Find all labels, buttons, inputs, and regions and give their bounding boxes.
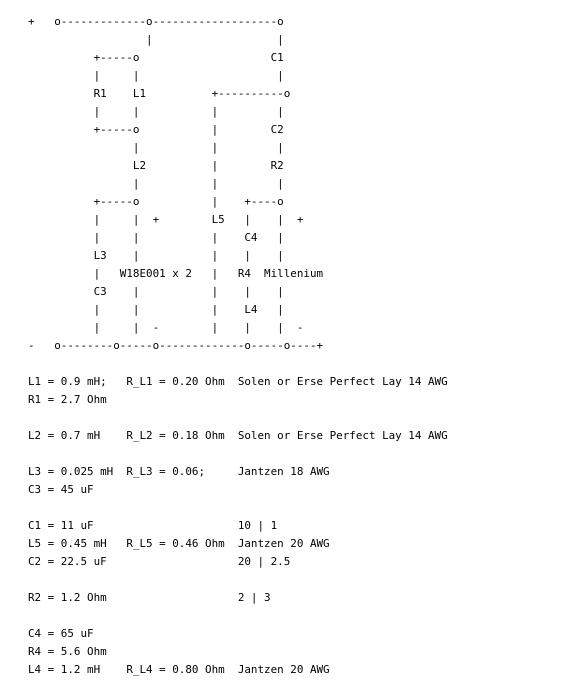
parts-line: R4 = 5.6 Ohm [28, 645, 107, 658]
schematic-line: +-----o C1 [28, 51, 284, 64]
schematic-line: | | [28, 33, 284, 46]
parts-line: C3 = 45 uF [28, 483, 94, 496]
parts-line: C4 = 65 uF [28, 627, 94, 640]
parts-line: R2 = 1.2 Ohm 2 | 3 [28, 591, 271, 604]
schematic-line: | | + L5 | | + [28, 213, 304, 226]
parts-line: L1 = 0.9 mH; R_L1 = 0.20 Ohm Solen or Erse Perfect Lay 14 AWG [28, 375, 448, 388]
schematic-line: +-----o | C2 [28, 123, 284, 136]
parts-line: C1 = 11 uF 10 | 1 [28, 519, 278, 532]
schematic-line: | | | [28, 141, 284, 154]
schematic-line: +-----o | +----o [28, 195, 284, 208]
schematic-line: | | - | | | - [28, 321, 304, 334]
schematic-line: + o-------------o-------------------o [28, 15, 284, 28]
parts-line: C2 = 22.5 uF 20 | 2.5 [28, 555, 291, 568]
schematic-line: | | | L4 | [28, 303, 284, 316]
schematic-line: | | | | [28, 105, 284, 118]
parts-list [28, 373, 448, 679]
schematic-line: L2 | R2 [28, 159, 284, 172]
ascii-schematic [28, 13, 323, 355]
parts-line: R1 = 2.7 Ohm [28, 393, 107, 406]
schematic-line: | | | C4 | [28, 231, 284, 244]
parts-line: L2 = 0.7 mH R_L2 = 0.18 Ohm Solen or Erse Perfect Lay 14 AWG [28, 429, 448, 442]
schematic-line: R1 L1 +----------o [28, 87, 291, 100]
schematic-line: L3 | | | | [28, 249, 284, 262]
schematic-line: | W18E001 x 2 | R4 Millenium [28, 267, 324, 280]
parts-line: L3 = 0.025 mH R_L3 = 0.06; Jantzen 18 AWG [28, 465, 330, 478]
parts-line: L4 = 1.2 mH R_L4 = 0.80 Ohm Jantzen 20 AWG [28, 663, 330, 676]
schematic-line: C3 | | | | [28, 285, 284, 298]
schematic-line: | | | [28, 177, 284, 190]
schematic-line: | | | [28, 69, 284, 82]
parts-line: L5 = 0.45 mH R_L5 = 0.46 Ohm Jantzen 20 AWG [28, 537, 330, 550]
schematic-line: - o--------o-----o-------------o-----o----+ [28, 339, 324, 352]
